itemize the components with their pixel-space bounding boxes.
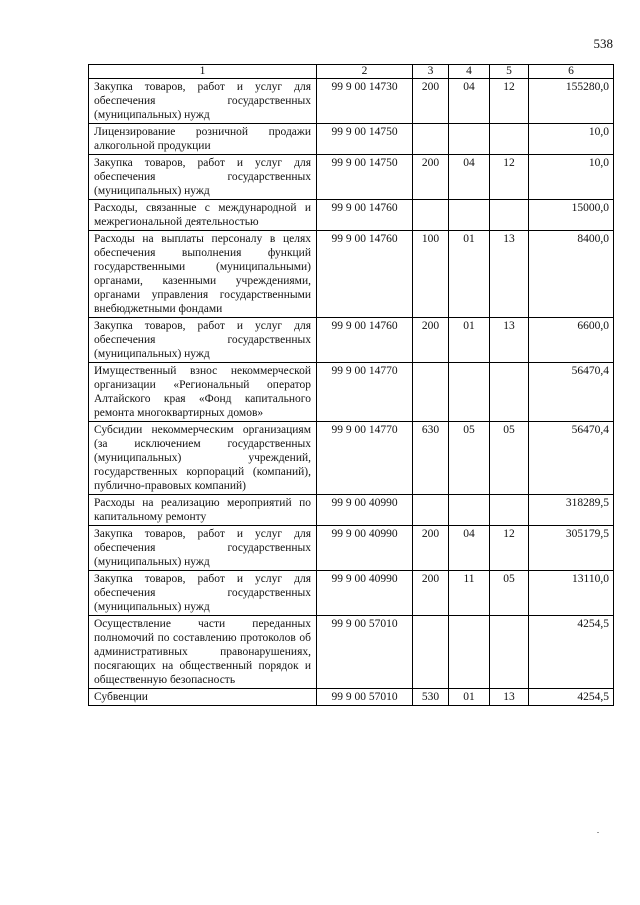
row-amount: 10,0 [529, 124, 614, 155]
row-section [449, 495, 490, 526]
row-amount: 155280,0 [529, 79, 614, 124]
row-subsection [490, 495, 529, 526]
row-amount: 318289,5 [529, 495, 614, 526]
page-number: 538 [593, 36, 613, 51]
column-header: 5 [490, 65, 529, 79]
row-code: 99 9 00 57010 [317, 689, 413, 706]
row-name: Лицензирование розничной продажи алкогольной продукции [89, 124, 317, 155]
row-section: 04 [449, 79, 490, 124]
table-row [89, 495, 614, 526]
table-row [89, 124, 614, 155]
row-code: 99 9 00 14760 [317, 200, 413, 231]
row-section: 11 [449, 571, 490, 616]
row-section [449, 616, 490, 689]
row-code: 99 9 00 14750 [317, 155, 413, 200]
row-section: 05 [449, 422, 490, 495]
row-section: 01 [449, 318, 490, 363]
row-expense-type [413, 495, 449, 526]
row-subsection: 13 [490, 318, 529, 363]
row-expense-type: 530 [413, 689, 449, 706]
row-name: Имущественный взнос некоммерческой организации «Региональный оператор Алтайского края «Фонд капитального ремонта многоквартирных домов» [89, 363, 317, 422]
row-code: 99 9 00 14770 [317, 363, 413, 422]
table-row [89, 79, 614, 124]
table-row [89, 422, 614, 495]
table-row [89, 318, 614, 363]
row-expense-type [413, 363, 449, 422]
row-amount: 56470,4 [529, 363, 614, 422]
row-subsection: 05 [490, 571, 529, 616]
row-name: Расходы на выплаты персоналу в целях обеспечения выполнения функций государственными (муниципальными) органами, казенными учреждениями, органами управления государственными внебюджетными фондами [89, 231, 317, 318]
row-subsection [490, 124, 529, 155]
table-row [89, 363, 614, 422]
row-code: 99 9 00 14750 [317, 124, 413, 155]
row-name: Закупка товаров, работ и услуг для обеспечения государственных (муниципальных) нужд [89, 571, 317, 616]
row-expense-type [413, 200, 449, 231]
table-row [89, 526, 614, 571]
row-code: 99 9 00 40990 [317, 495, 413, 526]
column-header: 2 [317, 65, 413, 79]
table-row [89, 689, 614, 706]
row-code: 99 9 00 40990 [317, 526, 413, 571]
row-subsection: 13 [490, 689, 529, 706]
row-amount: 13110,0 [529, 571, 614, 616]
row-code: 99 9 00 14770 [317, 422, 413, 495]
row-expense-type: 200 [413, 571, 449, 616]
row-name: Расходы, связанные с международной и межрегиональной деятельностью [89, 200, 317, 231]
row-amount: 15000,0 [529, 200, 614, 231]
row-subsection [490, 616, 529, 689]
row-code: 99 9 00 57010 [317, 616, 413, 689]
row-subsection: 12 [490, 526, 529, 571]
row-section [449, 200, 490, 231]
row-name: Закупка товаров, работ и услуг для обеспечения государственных (муниципальных) нужд [89, 79, 317, 124]
table-row [89, 155, 614, 200]
row-code: 99 9 00 14760 [317, 318, 413, 363]
table-row [89, 231, 614, 318]
row-amount: 305179,5 [529, 526, 614, 571]
row-section [449, 124, 490, 155]
row-expense-type: 100 [413, 231, 449, 318]
row-expense-type: 200 [413, 318, 449, 363]
column-header: 1 [89, 65, 317, 79]
table-row [89, 200, 614, 231]
column-header: 4 [449, 65, 490, 79]
row-amount: 4254,5 [529, 689, 614, 706]
row-subsection: 05 [490, 422, 529, 495]
row-subsection [490, 200, 529, 231]
scan-speck [597, 832, 599, 833]
table-body [89, 65, 614, 706]
table-row [89, 571, 614, 616]
row-expense-type: 630 [413, 422, 449, 495]
row-code: 99 9 00 14730 [317, 79, 413, 124]
row-section: 04 [449, 155, 490, 200]
row-subsection: 12 [490, 79, 529, 124]
row-expense-type: 200 [413, 155, 449, 200]
table-row [89, 616, 614, 689]
table-header-row [89, 65, 614, 79]
row-section [449, 363, 490, 422]
row-name: Закупка товаров, работ и услуг для обеспечения государственных (муниципальных) нужд [89, 526, 317, 571]
row-expense-type [413, 616, 449, 689]
row-expense-type: 200 [413, 526, 449, 571]
row-name: Расходы на реализацию мероприятий по капитальному ремонту [89, 495, 317, 526]
row-code: 99 9 00 40990 [317, 571, 413, 616]
row-amount: 56470,4 [529, 422, 614, 495]
row-amount: 8400,0 [529, 231, 614, 318]
row-code: 99 9 00 14760 [317, 231, 413, 318]
row-expense-type: 200 [413, 79, 449, 124]
column-header: 3 [413, 65, 449, 79]
row-name: Субвенции [89, 689, 317, 706]
budget-table [88, 64, 614, 706]
row-section: 04 [449, 526, 490, 571]
row-name: Субсидии некоммерческим организациям (за исключением государственных (муниципальных) учреждений, государственных корпораций (компаний), публично-правовых компаний) [89, 422, 317, 495]
column-header: 6 [529, 65, 614, 79]
row-subsection: 13 [490, 231, 529, 318]
row-section: 01 [449, 689, 490, 706]
row-amount: 6600,0 [529, 318, 614, 363]
row-section: 01 [449, 231, 490, 318]
row-name: Закупка товаров, работ и услуг для обеспечения государственных (муниципальных) нужд [89, 155, 317, 200]
row-expense-type [413, 124, 449, 155]
row-subsection: 12 [490, 155, 529, 200]
row-name: Осуществление части переданных полномочий по составлению протоколов об административных правонарушениях, посягающих на общественный порядок и общественную безопасность [89, 616, 317, 689]
row-amount: 4254,5 [529, 616, 614, 689]
row-amount: 10,0 [529, 155, 614, 200]
row-name: Закупка товаров, работ и услуг для обеспечения государственных (муниципальных) нужд [89, 318, 317, 363]
row-subsection [490, 363, 529, 422]
